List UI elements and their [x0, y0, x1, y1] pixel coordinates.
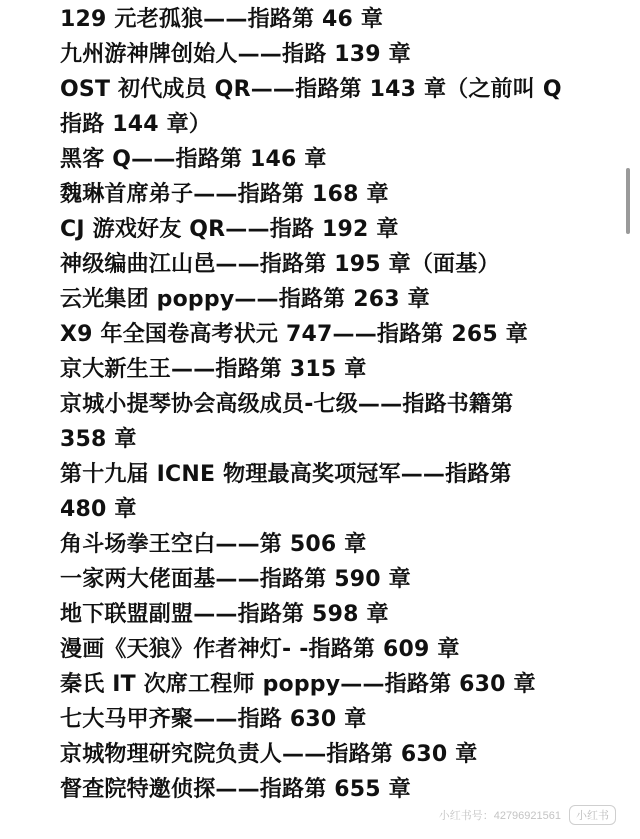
text-line-15: 480 章	[60, 497, 137, 522]
text-line-5: 黑客 Q——指路第 146 章	[60, 147, 327, 172]
watermark	[439, 805, 616, 825]
text-line-14: 第十九届 ICNE 物理最高奖项冠军——指路第	[60, 462, 512, 487]
text-line-1: 129 元老孤狼——指路第 46 章	[60, 7, 384, 32]
text-line-11: 京大新生王——指路第 315 章	[60, 357, 367, 382]
text-line-12: 京城小提琴协会高级成员-七级——指路书籍第	[60, 392, 514, 417]
text-line-3: OST 初代成员 QR——指路第 143 章（之前叫 Q	[60, 77, 562, 102]
text-line-4: 指路 144 章）	[60, 112, 212, 137]
text-line-16: 角斗场拳王空白——第 506 章	[60, 532, 367, 557]
text-line-18: 地下联盟副盟——指路第 598 章	[60, 602, 389, 627]
text-line-6: 魏琳首席弟子——指路第 168 章	[60, 182, 389, 207]
text-line-9: 云光集团 poppy——指路第 263 章	[60, 287, 430, 312]
text-line-21: 七大马甲齐聚——指路 630 章	[60, 707, 367, 732]
text-line-20: 秦氏 IT 次席工程师 poppy——指路第 630 章	[60, 672, 536, 697]
text-line-7: CJ 游戏好友 QR——指路 192 章	[60, 217, 399, 242]
text-line-17: 一家两大佬面基——指路第 590 章	[60, 567, 411, 592]
scrollbar-thumb[interactable]	[626, 168, 630, 234]
text-line-10: X9 年全国卷高考状元 747——指路第 265 章	[60, 322, 528, 347]
text-line-13: 358 章	[60, 427, 137, 452]
watermark-text: 小红书号：427969215​61	[438, 810, 561, 822]
text-line-23: 督查院特邀侦探——指路第 655 章	[60, 777, 411, 802]
text-line-22: 京城物理研究院负责人——指路第 630 章	[60, 742, 478, 767]
text-line-8: 神级编曲江山邑——指路第 195 章（面基）	[60, 252, 500, 277]
text-list	[60, 2, 600, 807]
watermark-logo: 小红书	[569, 805, 616, 825]
text-line-2: 九州游神牌创始人——指路 139 章	[60, 42, 411, 67]
text-line-19: 漫画《天狼》作者神灯- -指路第 609 章	[60, 637, 460, 662]
